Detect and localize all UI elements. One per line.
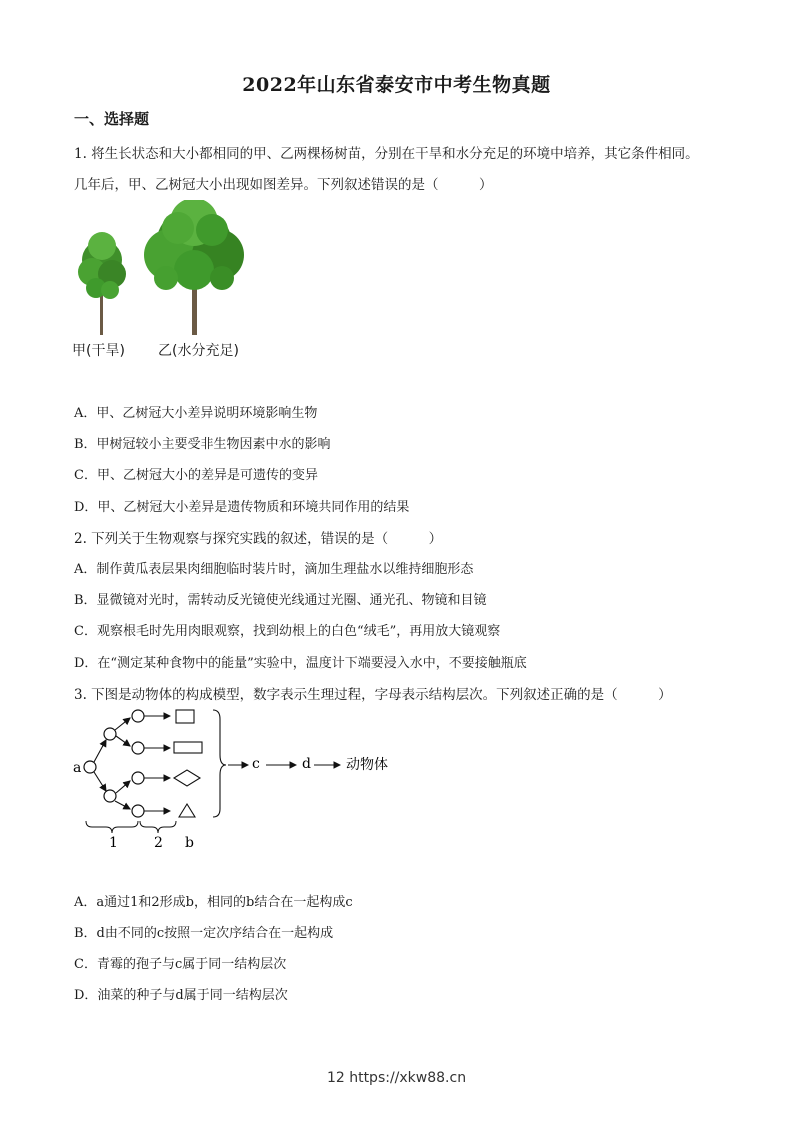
tree-label-yi: 乙(水分充足) <box>158 343 239 359</box>
q3-option-a: A．a通过1和2形成b，相同的b结合在一起构成c <box>74 895 353 910</box>
page-footer: 12 https://xkw88.cn <box>326 1070 467 1086</box>
tissue-diamond <box>174 770 200 786</box>
q2-option-b: B．显微镜对光时，需转动反光镜使光线通过光圈、通光孔、物镜和目镜 <box>74 593 487 608</box>
q1-option-d: D．甲、乙树冠大小差异是遗传物质和环境共同作用的结果 <box>74 500 410 515</box>
label-b: b <box>185 835 194 851</box>
big-tree-image <box>144 200 244 335</box>
q1-option-b: B．甲树冠较小主要受非生物因素中水的影响 <box>74 437 331 452</box>
label-2: 2 <box>154 835 163 851</box>
label-1: 1 <box>109 835 118 851</box>
label-c: c <box>252 756 260 772</box>
q3-option-d: D．油菜的种子与d属于同一结构层次 <box>74 988 288 1003</box>
trees-figure <box>70 200 260 340</box>
page-title: 2022年山东省泰安市中考生物真题 <box>242 74 551 96</box>
q3-option-b: B．d由不同的c按照一定次序结合在一起构成 <box>74 926 334 941</box>
q3-option-c: C．青霉的孢子与c属于同一结构层次 <box>74 957 287 972</box>
tissue-rectangle <box>174 742 202 753</box>
q2-stem: 2. 下列关于生物观察与探究实践的叙述，错误的是（ ） <box>74 531 443 547</box>
q1-option-c: C．甲、乙树冠大小的差异是可遗传的变异 <box>74 468 318 483</box>
label-d: d <box>302 756 311 772</box>
tissue-square <box>176 710 194 723</box>
cell-a-circle <box>84 761 96 773</box>
q2-option-a: A．制作黄瓜表层果肉细胞临时装片时，滴加生理盐水以维持细胞形态 <box>74 562 474 577</box>
q2-option-c: C．观察根毛时先用肉眼观察，找到幼根上的白色“绒毛”，再用放大镜观察 <box>74 624 501 639</box>
tree-label-jia: 甲(干旱) <box>72 343 125 359</box>
tissue-triangle <box>179 804 195 817</box>
label-animal: 动物体 <box>346 757 388 773</box>
small-tree-image <box>78 232 126 335</box>
q2-option-d: D．在“测定某种食物中的能量”实验中，温度计下端要浸入水中，不要接触瓶底 <box>74 656 527 671</box>
q1-stem-line1: 1. 将生长状态和大小都相同的甲、乙两棵杨树苗，分别在干旱和水分充足的环境中培养，其它条件相同。 <box>74 146 699 162</box>
label-a: a <box>73 760 82 776</box>
animal-structure-diagram <box>68 705 408 855</box>
q3-stem: 3. 下图是动物体的构成模型，数字表示生理过程，字母表示结构层次。下列叙述正确的是（ ） <box>74 687 672 703</box>
section-heading: 一、选择题 <box>74 110 150 128</box>
q1-option-a: A．甲、乙树冠大小差异说明环境影响生物 <box>74 406 318 421</box>
q1-stem-line2: 几年后，甲、乙树冠大小出现如图差异。下列叙述错误的是（ ） <box>74 177 493 193</box>
